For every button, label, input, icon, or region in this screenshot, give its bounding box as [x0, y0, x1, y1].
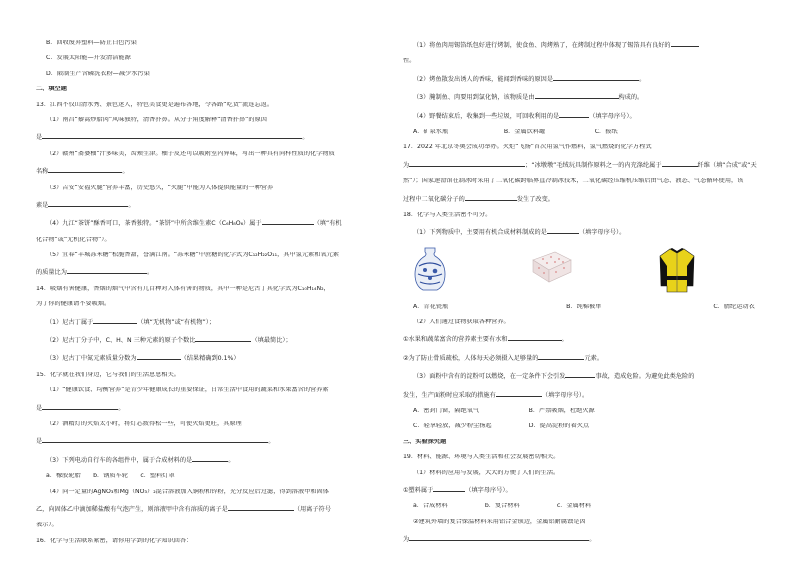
line-text: 然”）；国家速滑馆在制冰时采用了二氧化碳跨临界直冷制冰技术，二氧化碳经压缩机压缩后由气态、液态、气态循环使用，该 [403, 178, 744, 185]
line-text-after: 发生了改变。 [516, 195, 554, 203]
line-text-after: 。 [561, 336, 568, 344]
line-text: 13．江西不仅山清水秀、景色迷人，特色美食更是遍布各地，令各路“吃货”流连忘返。 [36, 101, 274, 108]
text-line [36, 504, 396, 513]
line-text: 素是 [36, 201, 49, 209]
line-text: （1）下列物质中，主要用有机合成材料制成的是 [413, 229, 547, 237]
answer-blank[interactable] [137, 353, 181, 360]
text-line [36, 218, 396, 227]
answer-blank[interactable] [671, 40, 699, 47]
text-line [36, 403, 396, 412]
line-text: （2）烤鱼散发出诱人的香味，能闻到香味的原因是 [413, 75, 554, 83]
line-text-after: 。 [118, 404, 125, 412]
answer-blank[interactable] [535, 92, 619, 99]
line-text-after: （用离子符号 [293, 505, 331, 513]
line-text: D．限制生产含磷洗衣粉—减少水污染 [46, 70, 150, 77]
text-line [36, 267, 396, 276]
text-line [36, 117, 396, 123]
line-text: （3）吉安“安福火腿”营养丰富，历史悠久，“火腿”中能为人体提供能量的一种营养 [46, 184, 274, 191]
answer-blank[interactable] [538, 353, 584, 360]
line-text: C．发展太阳能—开发清洁能源 [46, 55, 131, 62]
text-line [403, 534, 763, 543]
answer-blank[interactable] [409, 160, 525, 167]
line-text: （1）材料的应用与发展，大大的方便了人们的生活。 [413, 469, 560, 476]
line-text-after: 。 [302, 134, 309, 142]
line-text: （3）面粉中含有的淀粉可以燃烧，在一定条件下会引发 [413, 373, 566, 381]
text-line [403, 423, 763, 429]
text-line [403, 129, 763, 135]
line-text-after: 。 [122, 168, 129, 176]
line-text: 三、实验探究题 [403, 438, 447, 445]
answer-blank[interactable] [195, 335, 251, 342]
section-heading [36, 86, 396, 92]
line-text: 表示）。 [36, 522, 58, 529]
line-text: （2）人们通过食物获取各种营养。 [413, 319, 510, 326]
answer-blank[interactable] [42, 403, 118, 410]
answer-blank[interactable] [508, 334, 562, 341]
line-text-after: （填“有机 [313, 220, 342, 228]
line-text: （1）尼古丁属于 [46, 318, 94, 326]
line-text: 15．化学就在我们身边，它与我们的生活息息相关。 [36, 371, 180, 378]
text-line [36, 40, 396, 46]
image-option-b: B．纯棉被单 [566, 303, 602, 310]
line-text: 乙，向固体乙中滴加稀盐酸有气泡产生，则溶液甲中含有溶质的离子是 [36, 505, 228, 513]
answer-blank[interactable] [42, 436, 268, 443]
line-text: 是 [36, 438, 43, 446]
line-text: （2）酒精灯的火焰太小时，将灯芯拨得松一些，可使火焰更旺，其原理 [46, 420, 242, 427]
text-line [36, 166, 396, 175]
text-line [36, 71, 396, 77]
sports-jacket-image [657, 246, 697, 294]
line-text: ②为了防止骨质疏松，人体每天必须摄入足够量的 [403, 354, 539, 362]
line-text: 为了你的健康请不要吸烟。 [36, 301, 111, 308]
line-text: ②建筑外墙的复合保温材料采用铝合金锁边，金属铝耐腐蚀是因 [413, 518, 586, 525]
line-text-after: （填字母序号）。 [541, 391, 589, 399]
line-text-after: （结果精确到0.1%） [180, 355, 240, 363]
section-heading [403, 439, 763, 445]
line-text-after: （填字母序号）。 [578, 229, 626, 237]
answer-blank[interactable] [559, 111, 589, 118]
answer-blank[interactable] [496, 390, 542, 397]
line-text-after: 元素。 [584, 354, 604, 362]
text-line [403, 160, 763, 169]
line-text-after: 。 [128, 201, 135, 209]
line-text: （2）赣州“斋婆柚”汁多味美，齿颊生津。柚子皮还可以吸附室内异味，写出一种具有同样性质的化学物质 [46, 150, 335, 157]
image-option-a: A．青花瓷瓶 [413, 303, 449, 310]
line-text: 二、填空题 [36, 86, 67, 93]
line-text: 14．吸烟有害健康，香烟的烟气中含有几百种对人体有害的物质，其中一种是尼古丁其化学式为C₁₀H₁₄N₂， [36, 285, 330, 292]
line-text-after: 。 [228, 456, 235, 464]
line-text: 的质量比为 [36, 269, 67, 277]
text-line [36, 286, 396, 292]
line-text-after: （填字母序号）。 [589, 112, 636, 120]
right-column [403, 40, 763, 553]
line-text: A．矿泉水瓶 B．金属饮料罐 C．报纸 [413, 128, 618, 135]
text-line [403, 390, 763, 399]
image-option-c: C．腈纶运动衣 [713, 303, 755, 310]
text-line [403, 519, 763, 525]
text-line [36, 301, 396, 307]
line-text: 18．化学与人类生活密不可分。 [403, 211, 492, 218]
text-line [403, 194, 763, 203]
text-line [403, 470, 763, 476]
line-text: 为 [403, 536, 410, 544]
answer-blank[interactable] [262, 218, 314, 225]
image-option-labels [403, 304, 763, 310]
line-text: （3）尼古丁中氮元素质量分数为 [46, 355, 137, 363]
text-line [36, 317, 396, 326]
text-line [403, 334, 763, 343]
answer-blank[interactable] [553, 74, 639, 81]
text-line [403, 40, 763, 49]
text-line [403, 503, 763, 509]
answer-blank[interactable] [565, 371, 595, 378]
answer-blank[interactable] [48, 166, 122, 173]
text-line [403, 144, 763, 150]
left-column [36, 40, 396, 553]
answer-blank[interactable] [67, 267, 147, 274]
text-line [36, 200, 396, 209]
line-text: （1）将鱼肉用锡箔纸包好进行烤制，使食鱼、肉烤熟了，在烤制过程中体现了锡箔具有良好的 [413, 42, 671, 49]
text-line [36, 538, 396, 544]
text-line [36, 387, 396, 393]
cotton-sheet-image [529, 246, 573, 286]
line-text: C．轻拿轻放，减少粉尘扬起 D．提高淀粉的着火点 [413, 423, 590, 430]
text-line [36, 55, 396, 61]
line-text: 是 [36, 404, 43, 412]
line-text-after: （填字母序号）。 [465, 486, 512, 494]
text-line [36, 522, 396, 528]
material-images [403, 246, 763, 294]
text-line [36, 335, 396, 344]
text-line [36, 185, 396, 191]
line-text-after: 纤维（填“合成”或“天 [697, 161, 757, 169]
text-line [403, 92, 763, 101]
line-text: ①水果和蔬菜富含的营养素主要有水和 [403, 336, 508, 344]
line-text-after: ；“冰墩墩”毛绒玩具制作原料之一的内充涤纶属于 [525, 161, 662, 169]
answer-blank[interactable] [42, 132, 302, 139]
text-line [36, 252, 396, 258]
line-text: 是 [36, 134, 43, 142]
line-text: B．回收废弃塑料—防止白色污染 [46, 40, 137, 46]
text-line [403, 408, 763, 414]
line-text-after: 。 [639, 75, 646, 83]
answer-blank[interactable] [48, 200, 128, 207]
text-line [403, 111, 763, 120]
line-text: 16．化学与生活联系紧密，请你用学到的化学知识回答： [36, 537, 193, 544]
line-text: 19．材料、能源、环境与人类生活和社会发展密切相关。 [403, 454, 560, 461]
line-text: a．橡胶轮胎 b．钢质车轮 c．塑料灯罩 [46, 473, 175, 480]
line-text: （1）“健康饮食、均衡营养”是青少年健康成长的重要保证，日常生活中食用的蔬菜和水果富含的营养素 [46, 387, 329, 394]
text-line [403, 319, 763, 325]
text-line [403, 178, 763, 184]
line-text-after: （填最简比）； [251, 337, 292, 345]
answer-blank[interactable] [547, 227, 579, 234]
line-text: 化合物”或“无机化合物”）。 [36, 236, 111, 243]
text-line [403, 485, 763, 494]
text-line [403, 353, 763, 362]
text-line [36, 132, 396, 141]
line-text-after: 。 [146, 269, 154, 277]
line-text: （4）野餐结束后，收集到一些垃圾，可回收利用的是 [413, 112, 560, 120]
line-text-after: 事故，造成危险。为避免此类危险的 [595, 373, 695, 381]
line-text-after: （填“无机物”或“有机物”）； [137, 318, 216, 326]
text-line [36, 421, 396, 427]
line-text: （5）宜春“丰城冻米糖”松脆香甜，誉满江南。“冻米糖”中蔗糖的化学式为C₁₂H₂₂O₁₁，其中氢元素和氧元素 [46, 252, 339, 259]
line-text: （2）尼古丁分子中，C、H、N 三种元素的原子个数比 [46, 337, 196, 345]
answer-blank[interactable] [433, 485, 465, 492]
line-text: 17．2022 年北京冬奥会成功举办。火炬“飞扬”首次用氢气作燃料，氢气燃烧的化学方程式 [403, 144, 652, 151]
line-text: a．合成材料 b．复合材料 c．金属材料 [413, 503, 592, 510]
text-line [36, 489, 396, 495]
line-text: 发生，生产面粉时应采取的措施有 [403, 391, 496, 399]
text-line [403, 454, 763, 460]
text-line [36, 455, 396, 464]
line-text: （3）下列电动自行车的各组件中，属于合成材料的是 [46, 456, 193, 464]
text-line [36, 102, 396, 108]
line-text: 名称 [36, 168, 49, 176]
text-line [36, 353, 396, 362]
text-line [36, 436, 396, 445]
line-text: 为 [403, 161, 410, 169]
answer-blank[interactable] [93, 317, 137, 324]
line-text: 过程中二氧化碳分子的 [403, 195, 465, 203]
line-text-after: 。 [268, 438, 275, 446]
text-line [36, 237, 396, 243]
line-text: 性。 [403, 58, 416, 65]
text-line [403, 371, 763, 380]
line-text: ①塑料属于 [403, 486, 434, 494]
text-line [36, 151, 396, 157]
text-line [403, 227, 763, 236]
text-line [403, 74, 763, 83]
text-line [36, 372, 396, 378]
porcelain-vase-image [413, 246, 447, 292]
line-text-after: 。 [589, 536, 596, 544]
answer-blank[interactable] [662, 160, 698, 167]
line-text: （4）向一定量的AgNO₃和Mg（NO₃）₂混合溶液加入铜粉和锌粉，充分反应后过滤，得到溶液甲和固体 [46, 488, 329, 495]
text-line [403, 212, 763, 218]
answer-blank[interactable] [409, 534, 589, 541]
line-text: （3）腌制鱼、肉要用到氯化钠，该物质是由 [413, 94, 535, 102]
line-text: （1）南昌“藜蒿炒腊肉”风味独特，清香扑鼻。从分子角度解释“清香扑鼻”的原因 [46, 116, 267, 123]
line-text: A．密封门窗，隔绝氧气 B．严禁吸烟，杜绝火源 [413, 408, 595, 415]
text-line [36, 473, 396, 479]
answer-blank[interactable] [465, 194, 517, 201]
line-text-after: 构成的。 [618, 94, 644, 102]
line-text: （4）九江“茶饼”酥香可口，茶香独特。“茶饼”中所含维生素C（C₆H₈O₆）属于 [46, 220, 262, 228]
answer-blank[interactable] [228, 504, 294, 511]
text-line [403, 58, 763, 64]
answer-blank[interactable] [192, 455, 228, 462]
